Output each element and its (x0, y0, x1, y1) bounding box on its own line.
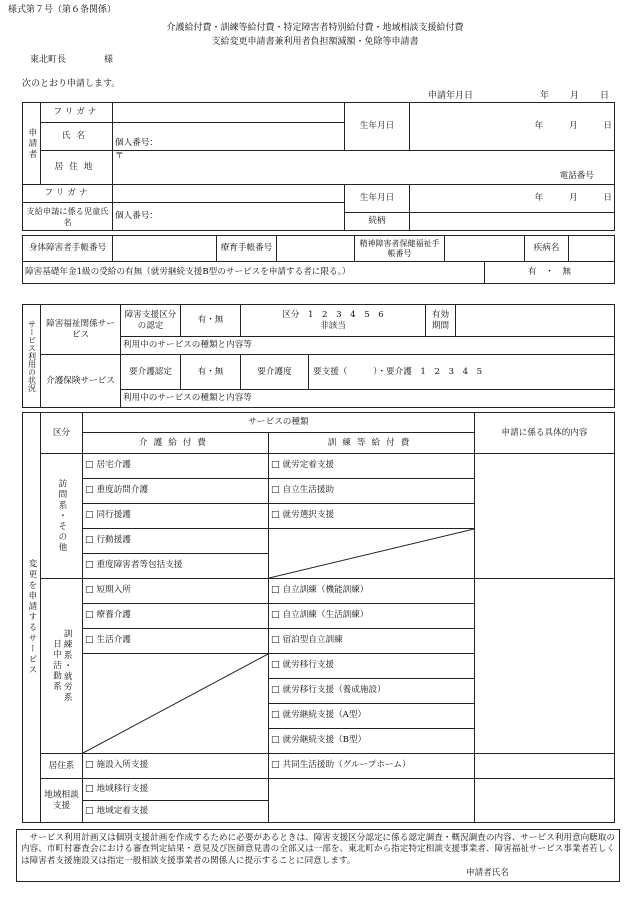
applicant-name-label: 氏名 (41, 123, 113, 151)
homon-kaigo-item-4[interactable] (83, 554, 269, 579)
disease-label: 疾病名 (525, 236, 569, 262)
nichu-subcategory: 訓練系・就労系 (62, 628, 73, 704)
care-insurance-label: 介護保険サービス (41, 355, 121, 408)
item-label: 療養介護 (96, 610, 131, 621)
chiiki-category: 地域相談支援 (41, 779, 83, 823)
homon-kaigo-item-2[interactable] (83, 504, 269, 529)
ryoiku-handbook-field[interactable] (277, 236, 355, 262)
nichu-kaigo-item-2[interactable] (83, 629, 269, 654)
child-dob-day: 日 (603, 193, 612, 204)
handbook-table (22, 235, 615, 262)
nichu-kaigo-item-0[interactable] (83, 579, 269, 604)
child-dob-year: 年 (534, 193, 544, 204)
item-label: 居宅介護 (96, 460, 131, 471)
homon-kaigo-item-3[interactable] (83, 529, 269, 554)
child-furigana-field[interactable] (113, 185, 345, 203)
phone-label: 電話番号 (559, 171, 594, 182)
chiiki-kunren-blank (269, 779, 475, 823)
nichu-kunren-item-1[interactable] (269, 604, 475, 629)
checkbox-icon: □ (85, 560, 94, 571)
checkbox-icon: □ (85, 610, 94, 621)
change-side-label: 変更を申請するサービス (23, 413, 41, 823)
addressee: 東北町長 (30, 55, 67, 65)
pension-table (22, 261, 615, 284)
child-personal-number[interactable]: 個人番号： (113, 203, 345, 231)
item-label: 共同生活援助（グループホーム） (282, 760, 411, 771)
kubun-header: 区分 (41, 413, 83, 454)
checkbox-icon: □ (271, 760, 280, 771)
applicant-side-label: 申請者 (23, 103, 41, 185)
apply-date-year: 年 (540, 91, 550, 101)
welfare-service-label: 障害福祉関係サービス (41, 305, 121, 355)
item-label: 就労移行支援 (282, 660, 335, 671)
addressee-honorific: 様 (104, 55, 114, 65)
postal-mark: 〒 (115, 151, 124, 161)
care-level-label: 要介護度 (241, 355, 309, 389)
homon-kaigo-item-0[interactable] (83, 454, 269, 479)
item-label: 就労継続支援（A型） (282, 710, 367, 721)
chiiki-content-field[interactable] (475, 779, 615, 823)
physical-handbook-label: 身体障害者手帳番号 (23, 236, 113, 262)
pension-choice[interactable]: 有 ・ 無 (485, 262, 615, 284)
checkbox-icon: □ (271, 460, 280, 471)
welfare-current-services[interactable]: 利用中のサービスの種類と内容等 (121, 337, 615, 355)
checkbox-icon: □ (85, 510, 94, 521)
applicant-dob-field[interactable] (410, 103, 615, 151)
mental-handbook-field[interactable] (445, 236, 525, 262)
change-table (22, 412, 615, 823)
checkbox-icon: □ (271, 710, 280, 721)
kyoju-category: 居住系 (41, 754, 83, 779)
nichu-kunren-item-0[interactable] (269, 579, 475, 604)
child-relation-label: 続柄 (345, 213, 410, 231)
kyoju-content-field[interactable] (475, 754, 615, 779)
form-title-line1: 介護給付費・訓練等給付費・特定障害者特別給付費・地域相談支援給付費 (166, 23, 464, 33)
nichu-kunren-item-5[interactable] (269, 704, 475, 729)
item-label: 自立訓練（機能訓練） (282, 585, 369, 596)
item-label: 就労選択支援 (282, 510, 335, 521)
applicant-table (22, 102, 615, 231)
item-label: 短期入所 (96, 585, 131, 596)
mental-handbook-label: 精神障害者保健福祉手帳番号 (355, 236, 445, 262)
checkbox-icon: □ (271, 635, 280, 646)
item-label: 就労移行支援（養成施設） (282, 685, 386, 696)
care-cert-yn[interactable]: 有・無 (181, 355, 241, 390)
support-class-levels: 区分 1 2 3 4 5 6 (282, 309, 384, 320)
applicant-furigana-field[interactable] (113, 103, 345, 123)
support-class-cert-label: 障害支援区分の認定 (121, 305, 181, 337)
item-label: 自立訓練（生活訓練） (282, 610, 369, 621)
checkbox-icon: □ (85, 485, 94, 496)
ryoiku-handbook-label: 療育手帳番号 (217, 236, 277, 262)
physical-handbook-field[interactable] (113, 236, 217, 262)
child-furigana-label: フリガナ (23, 185, 113, 203)
diagonal-line (269, 529, 474, 578)
item-label: 行動援護 (96, 535, 131, 546)
disease-field[interactable] (569, 236, 615, 262)
applicant-personal-number[interactable]: 個人番号： (113, 137, 345, 151)
nichu-category: 日中活動系 (51, 639, 62, 693)
dob-month: 月 (568, 121, 578, 132)
child-dob-month: 月 (568, 193, 578, 204)
item-label: 地域定着支援 (96, 805, 149, 816)
item-label: 宿泊型自立訓練 (282, 635, 343, 646)
usage-table (22, 304, 615, 408)
nichu-kunren-item-4[interactable] (269, 679, 475, 704)
kunren-header: 訓練等給付費 (269, 433, 475, 454)
care-level-choice: 要支援（ ）・要介護 1 2 3 4 5 (313, 367, 483, 377)
checkbox-icon: □ (85, 760, 94, 771)
applicant-furigana-label: フリガナ (41, 103, 113, 123)
applicant-address-field[interactable] (113, 151, 615, 185)
nichu-content-field[interactable] (475, 579, 615, 754)
applicant-dob-label: 生年月日 (345, 103, 410, 151)
applicant-name-field[interactable] (113, 123, 345, 137)
item-label: 重度障害者等包括支援 (96, 560, 183, 571)
kaigo-header: 介護給付費 (83, 433, 269, 454)
checkbox-icon: □ (271, 735, 280, 746)
support-class-na: 非該当 (320, 320, 346, 331)
item-label: 就労定着支援 (282, 460, 335, 471)
content-header: 申請に係る具体的内容 (475, 413, 615, 454)
item-label: 生活介護 (96, 635, 131, 646)
service-types-header: サービスの種類 (83, 413, 475, 433)
intro-text: 次のとおり申請します。 (22, 79, 121, 89)
homon-content-field[interactable] (475, 454, 615, 579)
item-label: 同行援護 (96, 510, 131, 521)
chiiki-item-1[interactable] (83, 801, 269, 823)
applicant-address-label: 居住地 (41, 151, 113, 185)
checkbox-icon: □ (85, 535, 94, 546)
consent-block (16, 829, 620, 882)
item-label: 自立生活援助 (282, 485, 335, 496)
dob-day: 日 (603, 121, 612, 132)
support-class-yn[interactable]: 有・無 (181, 305, 241, 337)
apply-date-label: 申請年月日 (428, 91, 474, 101)
form-number: 様式第７号（第６条関係） (8, 5, 117, 15)
signer-label: 申請者氏名 (466, 867, 509, 878)
care-level-cell[interactable] (241, 355, 615, 390)
nichu-kaigo-item-1[interactable] (83, 604, 269, 629)
child-dob-field[interactable] (410, 185, 615, 213)
item-label: 重度訪問介護 (96, 485, 149, 496)
checkbox-icon: □ (271, 510, 280, 521)
checkbox-icon: □ (85, 460, 94, 471)
checkbox-icon: □ (85, 585, 94, 596)
form-title-line2: 支給変更申請書兼利用者負担額減額・免除等申請書 (211, 37, 419, 47)
checkbox-icon: □ (271, 660, 280, 671)
checkbox-icon: □ (271, 485, 280, 496)
nichu-category-cell (41, 579, 83, 754)
apply-date-month: 月 (570, 91, 580, 101)
valid-period-label: 有効期間 (426, 305, 456, 337)
nichu-kunren-item-3[interactable] (269, 654, 475, 679)
homon-category: 訪問系・その他 (41, 454, 83, 579)
nichu-kunren-item-2[interactable] (269, 629, 475, 654)
usage-side-label: サービス利用の状況 (23, 305, 41, 408)
nichu-kaigo-blank (83, 654, 269, 754)
checkbox-icon: □ (271, 585, 280, 596)
care-current-services[interactable]: 利用中のサービスの種類と内容等 (121, 390, 615, 408)
checkbox-icon: □ (271, 610, 280, 621)
checkbox-icon: □ (271, 685, 280, 696)
item-label: 施設入所支援 (96, 760, 149, 771)
kyoju-kaigo-item[interactable] (83, 754, 269, 779)
homon-kunren-blank (269, 529, 475, 579)
item-label: 就労継続支援（B型） (282, 735, 367, 746)
child-name-label: 支給申請に係る児童氏名 (23, 203, 113, 231)
nichu-kunren-item-6[interactable] (269, 729, 475, 754)
child-dob-label: 生年月日 (345, 185, 410, 213)
valid-period-field[interactable] (456, 305, 615, 337)
item-label: 地域移行支援 (96, 783, 149, 794)
child-relation-field[interactable] (410, 213, 615, 231)
support-class-choice[interactable] (241, 305, 426, 337)
kyoju-kunren-item[interactable] (269, 754, 475, 779)
care-cert-label: 要介護認定 (121, 355, 181, 390)
homon-kunren-item-1[interactable] (269, 479, 475, 504)
dob-year: 年 (534, 121, 544, 132)
consent-text: サービス利用計画又は個別支援計画を作成するために必要があるときは、障害支援区分認定に係る認定調査・概況調査の内容、サービス利用意向聴取の内容、市町村審査会における審査判定結果・意見及び医師意見書の全部又は一部を、東北町から指定特定相談支援事業者、障害福祉サービス事業者若しくは障害者支援施設又は指定一般相談支援事業者の関係人に提示することに同意します。 (21, 833, 615, 866)
homon-kunren-item-2[interactable] (269, 504, 475, 529)
pension-label: 障害基礎年金1級の受給の有無（就労継続支援B型のサービスを申請する者に限る。） (23, 262, 485, 284)
checkbox-icon: □ (85, 783, 94, 794)
diagonal-line (83, 654, 268, 753)
homon-kaigo-item-1[interactable] (83, 479, 269, 504)
chiiki-item-0[interactable] (83, 779, 269, 801)
checkbox-icon: □ (85, 635, 94, 646)
checkbox-icon: □ (85, 805, 94, 816)
apply-date-day: 日 (600, 91, 610, 101)
homon-kunren-item-0[interactable] (269, 454, 475, 479)
